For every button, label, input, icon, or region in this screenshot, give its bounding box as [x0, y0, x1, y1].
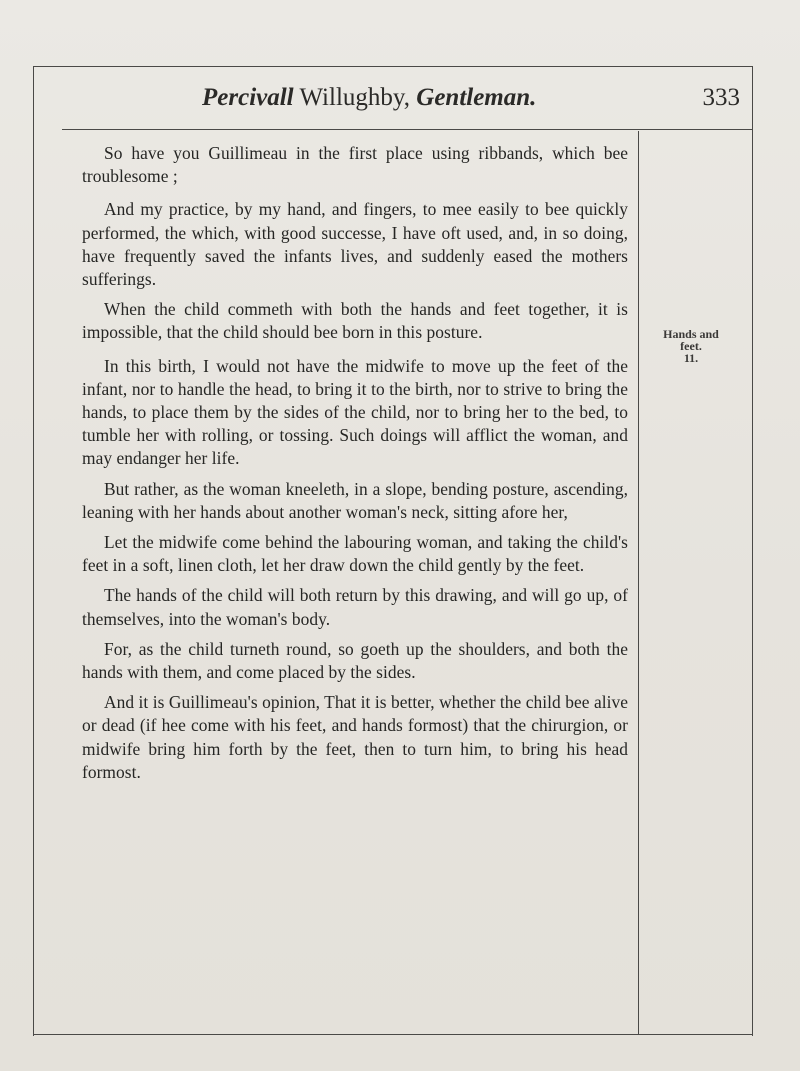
- paragraph: Let the midwife come behind the labouring woman, and taking the child's feet in a soft, linen cloth, let her draw down the child gently by the feet.: [82, 532, 628, 576]
- paragraph: So have you Guillimeau in the first place using ribbands, which bee troublesome ;: [82, 143, 628, 187]
- title-surname: Willughby,: [299, 84, 411, 111]
- top-border-line: [33, 66, 753, 67]
- marginal-note: [646, 328, 736, 364]
- marginal-note-line: feet.: [680, 339, 702, 353]
- title-author-name: Percivall: [202, 84, 294, 111]
- marginal-note-line: Hands and: [663, 327, 719, 341]
- paragraph: And it is Guillimeau's opinion, That it is better, whether the child bee alive or dead (if hee come with his feet, and hands formost) that the chirurgion, or midwife bring him forth by the feet, then to turn him, to bring his head formost.: [82, 692, 628, 782]
- body-text: [82, 142, 628, 791]
- bottom-border-line: [33, 1034, 753, 1035]
- paragraph: The hands of the child will both return by this drawing, and will go up, of themselves, into the woman's body.: [82, 585, 628, 629]
- running-header: [32, 82, 740, 122]
- paragraph: And my practice, by my hand, and fingers, to mee easily to bee quickly performed, the which, with good successe, I have oft used, and, in so doing, have frequently saved the infants lives, and suddenly eased the mothers sufferings.: [82, 199, 628, 290]
- left-border-line: [33, 66, 34, 1036]
- paragraph: For, as the child turneth round, so goeth up the shoulders, and both the hands with them, and come placed by the sides.: [82, 638, 628, 683]
- marginal-note-line: 11.: [683, 351, 699, 365]
- running-title: [202, 82, 536, 114]
- title-rank: Gentleman.: [416, 84, 537, 111]
- margin-column-rule: [638, 131, 639, 1034]
- header-rule: [62, 129, 752, 130]
- paragraph: But rather, as the woman kneeleth, in a slope, bending posture, ascending, leaning with her hands about another woman's neck, sitting afore her,: [82, 478, 628, 522]
- right-border-line: [752, 66, 753, 1036]
- page-number: 333: [702, 84, 740, 111]
- paragraph: When the child commeth with both the hands and feet together, it is impossible, that the child should bee born in this posture.: [82, 299, 628, 343]
- paragraph: In this birth, I would not have the midwife to move up the feet of the infant, nor to handle the head, to bring it to the birth, nor to strive to bring the hands, to place them by the sides of the child, nor to bring her to the bed, to tumble her with rolling, or tossing. Such doings will afflict the woman, and may endanger her life.: [82, 355, 628, 469]
